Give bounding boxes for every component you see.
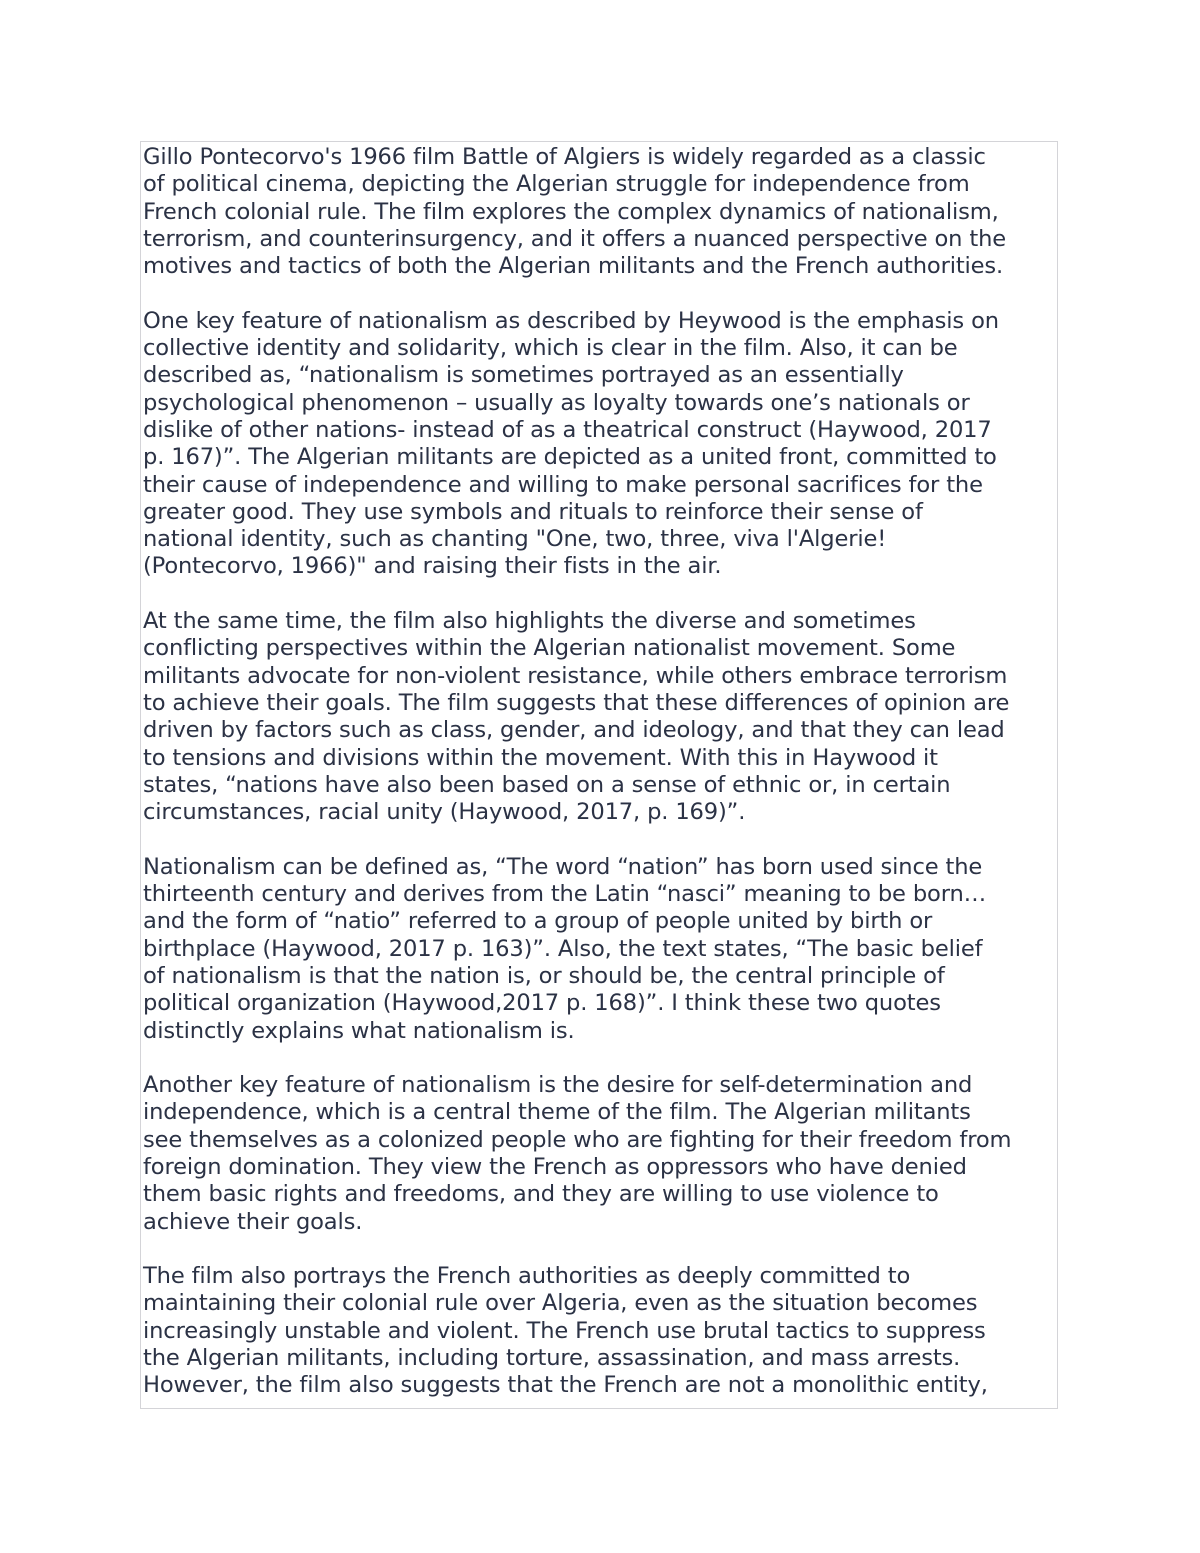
paragraph-french-authorities: The film also portrays the French authorities as deeply committed to maintaining their colonial rule over Algeria, even as the situation becomes increasingly unstable and violent. The French use brutal tactics to suppress the Algerian militants, including torture, assassination, and mass arrests. However, the film also suggests that the French are not a monolithic entity, [143, 1263, 988, 1399]
paragraph-definition: Nationalism can be defined as, “The word “nation” has born used since the thirteenth century and derives from the Latin “nasci” meaning to be born… and the form of “natio” referred to a group of people united by birth or birthplace (Haywood, 2017 p. 163)”. Also, the text states, “The basic belief of nationalism is that the nation is, or should be, the central principle of political organization (Haywood,2017 p. 168)”. I think these two quotes distinctly explains what nationalism is. [143, 853, 987, 1044]
paragraph-self-determination: Another key feature of nationalism is the desire for self-determination and independence, which is a central theme of the film. The Algerian militants see themselves as a colonized people who are fighting for their freedom from foreign domination. They view the French as oppressors who have denied them basic rights and freedoms, and they are willing to use violence to achieve their goals. [143, 1072, 1012, 1235]
document-text-frame [140, 141, 1058, 1409]
paragraph-intro: Gillo Pontecorvo's 1966 film Battle of Algiers is widely regarded as a classic of political cinema, depicting the Algerian struggle for independence from French colonial rule. The film explores the complex dynamics of nationalism, terrorism, and counterinsurgency, and it offers a nuanced perspective on the motives and tactics of both the Algerian militants and the French authorities. [143, 144, 1007, 280]
paragraph-collective-identity: One key feature of nationalism as described by Heywood is the emphasis on collective identity and solidarity, which is clear in the film. Also, it can be described as, “nationalism is sometimes portrayed as an essentially psychological phenomenon – usually as loyalty towards one’s nationals or dislike of other nations- instead of as a theatrical construct (Haywood, 2017 p. 167)”. The Algerian militants are depicted as a united front, committed to their cause of independence and willing to make personal sacrifices for the greater good. They use symbols and rituals to reinforce their sense of national identity, such as chanting "One, two, three, viva l'Algerie! (Pontecorvo, 1966)" and raising their fists in the air. [143, 307, 999, 580]
document-body [141, 142, 1057, 1400]
paragraph-diverse-perspectives: At the same time, the film also highlights the diverse and sometimes conflicting perspectives within the Algerian nationalist movement. Some militants advocate for non-violent resistance, while others embrace terrorism to achieve their goals. The film suggests that these differences of opinion are driven by factors such as class, gender, and ideology, and that they can lead to tensions and divisions within the movement. With this in Haywood it states, “nations have also been based on a sense of ethnic or, in certain circumstances, racial unity (Haywood, 2017, p. 169)”. [143, 608, 1010, 826]
